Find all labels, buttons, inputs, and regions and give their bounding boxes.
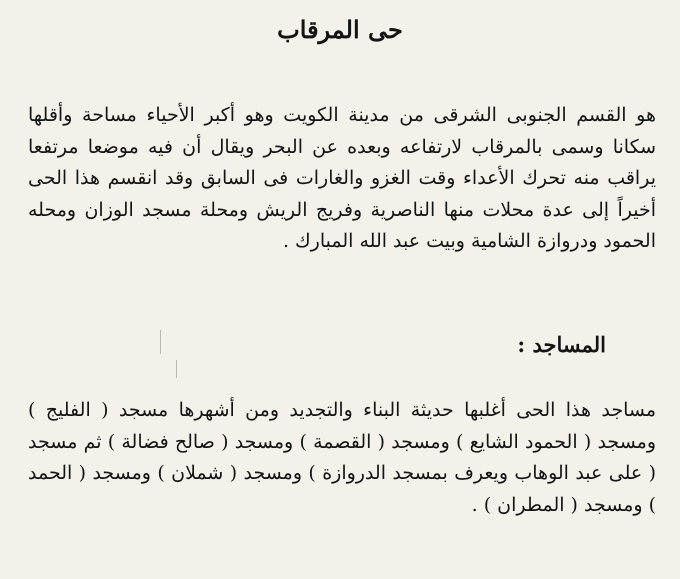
neighborhood-description-paragraph: هو القسم الجنوبى الشرقى من مدينة الكويت وهو أكبر الأحياء مساحة وأقلها سكانا وسمى بالمرقاب لارتفاعه وبعده عن البحر ويقال أن فيه موضعا مرتفعا يراقب منه تحرك الأعداء وقت الغزو والغارات فى السابق وقد انقسم هذا الحى أخيراً إلى عدة محلات منها الناصرية وفريج الريش ومحلة مسجد الوزان ومحله الحمود ودروازة الشامية وبيت عبد الله المبارك . <box>28 104 656 252</box>
scan-mark <box>160 330 161 354</box>
mosques-description-paragraph: مساجد هذا الحى أغلبها حديثة البناء والتجديد ومن أشهرها مسجد ( الفليج ) ومسجد ( الحمود الشايع ) ومسجد ( القصمة ) ومسجد ( صالح فضالة ) ثم مسجد ( على عبد الوهاب ويعرف بمسجد الدروازة ) ومسجد ( شملان ) ومسجد ( الحمد ) ومسجد ( المطران ) . <box>28 399 656 516</box>
scan-mark <box>176 360 177 378</box>
mosques-section-heading: المساجد : <box>517 332 606 357</box>
page-title: حى المرقاب <box>277 15 403 44</box>
